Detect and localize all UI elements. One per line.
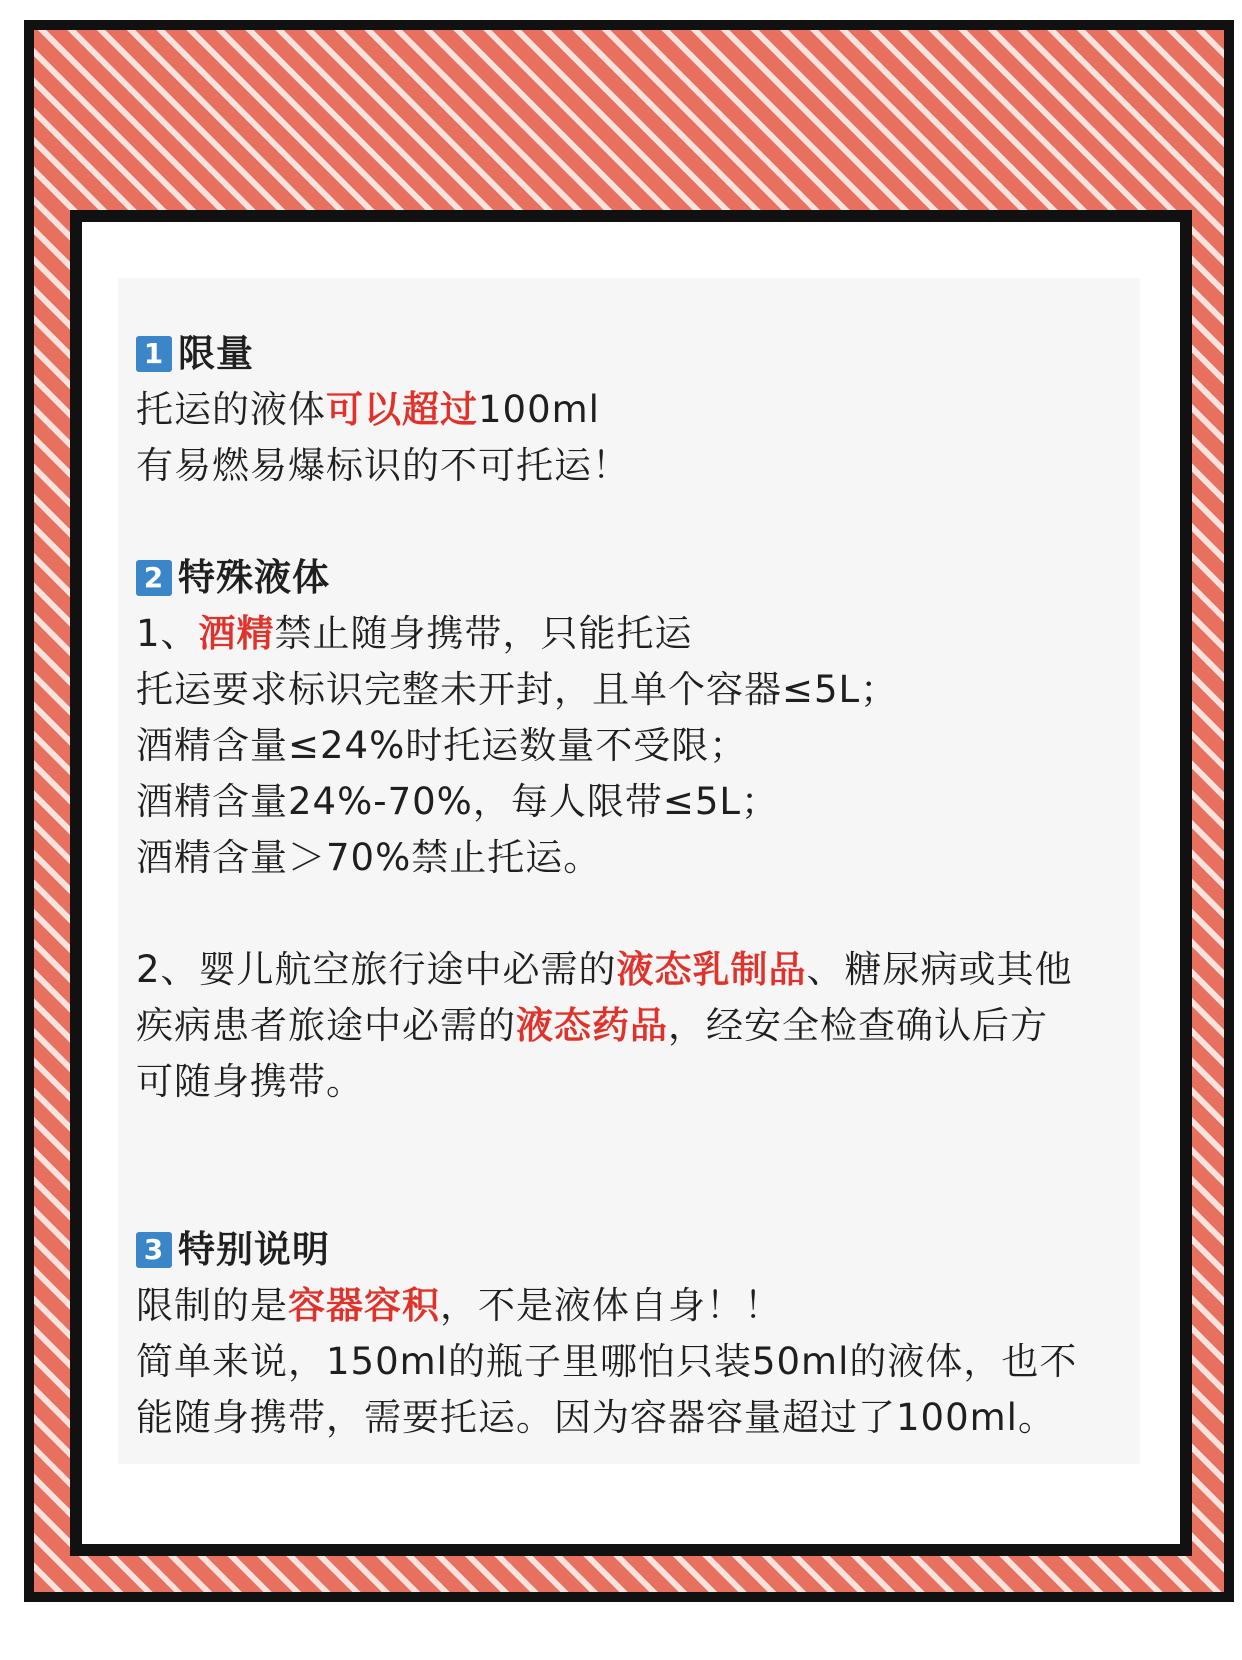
section-1-title: 限量 — [178, 332, 254, 375]
section-2-item-1-line-3: 酒精含量≤24%时托运数量不受限； — [136, 724, 748, 767]
text: 限制的是 — [136, 1284, 288, 1327]
spacer — [136, 1110, 1136, 1222]
number-3-badge-icon: 3 — [136, 1232, 172, 1268]
number-1-badge-icon: 1 — [136, 336, 172, 372]
text: ，不是液体自身！！ — [440, 1284, 782, 1327]
highlight-text: 酒精 — [198, 612, 275, 655]
section-3-line-2: 简单来说，150ml的瓶子里哪怕只装50ml的液体，也不 — [136, 1340, 1078, 1383]
section-3-line-1 — [136, 1278, 1136, 1334]
section-2-item-2-line-3: 可随身携带。 — [136, 1060, 364, 1103]
section-1-line-2: 有易燃易爆标识的不可托运！ — [136, 444, 630, 487]
text: 禁止随身携带，只能托运 — [274, 612, 693, 655]
text: 疾病患者旅途中必需的 — [136, 1004, 516, 1047]
text: 、糖尿病或其他 — [806, 948, 1073, 991]
text: 2、婴儿航空旅行途中必需的 — [136, 948, 617, 991]
section-2-heading — [136, 550, 1136, 606]
section-3-title: 特别说明 — [178, 1228, 330, 1271]
section-2-item-2-line-2 — [136, 998, 1136, 1054]
spacer — [136, 494, 1136, 550]
spacer — [136, 886, 1136, 942]
section-2-item-1-line-5: 酒精含量＞70%禁止托运。 — [136, 836, 602, 879]
section-2-item-1-line-4: 酒精含量24%-70%，每人限带≤5L； — [136, 780, 779, 823]
text: 1、 — [136, 612, 199, 655]
section-2-item-1-line-2: 托运要求标识完整未开封，且单个容器≤5L； — [136, 668, 899, 711]
highlight-text: 可以超过 — [326, 388, 478, 431]
section-2-item-1-line-1 — [136, 606, 1136, 662]
highlight-text: 液态药品 — [516, 1004, 668, 1047]
section-2-item-2-line-1 — [136, 942, 1136, 998]
section-2-title: 特殊液体 — [178, 556, 330, 599]
highlight-text: 容器容积 — [288, 1284, 440, 1327]
text: 100ml — [478, 388, 600, 431]
number-2-badge-icon: 2 — [136, 560, 172, 596]
section-3-heading — [136, 1222, 1136, 1278]
content — [136, 326, 1136, 1446]
highlight-text: 液态乳制品 — [616, 948, 807, 991]
text: ，经安全检查确认后方 — [668, 1004, 1048, 1047]
section-3-line-3: 能随身携带，需要托运。因为容器容量超过了100ml。 — [136, 1396, 1056, 1439]
text: 托运的液体 — [136, 388, 326, 431]
section-1-heading — [136, 326, 1136, 382]
section-1-line-1 — [136, 382, 1136, 438]
